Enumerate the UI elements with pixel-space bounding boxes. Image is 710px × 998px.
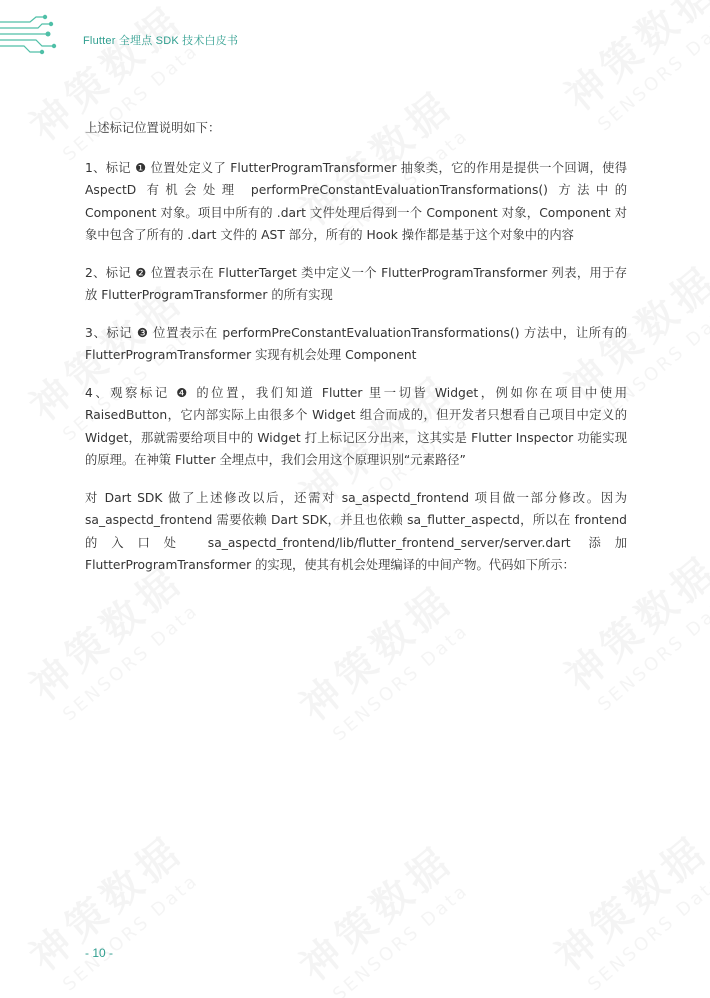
watermark — [286, 570, 478, 750]
page-header — [0, 14, 710, 58]
paragraph: 对 Dart SDK 做了上述修改以后，还需对 sa_aspectd_frontend 项目做一部分修改。因为 sa_aspectd_frontend 需要依赖 Dart SDK，并且也依赖 sa_flutter_aspectd，所以在 frontend 的入口处 sa_aspectd_frontend/lib/flutter_frontend_server/server.dart 添加 FlutterProgramTransformer 的实现，使其有机会处理编译的中间产物。代码如下所示： — [85, 490, 627, 572]
intro-paragraph: 上述标记位置说明如下： — [85, 121, 221, 135]
page-number: - 10 - — [85, 946, 114, 960]
paragraph: 4、观察标记 ❹ 的位置，我们知道 Flutter 里一切皆 Widget，例如你在项目中使用 RaisedButton，它内部实际上由很多个 Widget 组合而成的，但开发者只想看自己项目中定义的 Widget，那就需要给项目中的 Widget 打上标记区分出来，这其实是 Flutter Inspector 功能实现的原理。在神策 Flutter 全埋点中，我们会用这个原理识别“元素路径” — [85, 385, 627, 467]
document-body — [85, 117, 627, 592]
paragraph: 3、标记 ❸ 位置表示在 performPreConstantEvaluationTransformations() 方法中，让所有的 FlutterProgramTransformer 实现有机会处理 Component — [85, 325, 627, 362]
paragraph: 1、标记 ❶ 位置处定义了 FlutterProgramTransformer 抽象类，它的作用是提供一个回调，使得 AspectD 有机会处理 performPreConstantEvaluationTransformations() 方法中的 Component 对象。项目中所有的 .dart 文件处理后得到一个 Component 对象，Component 对象中包含了所有的 .dart 文件的 AST 部分，所有的 Hook 操作都是基于这个对象中的内容 — [85, 160, 627, 242]
paragraph: 2、标记 ❷ 位置表示在 FlutterTarget 类中定义一个 FlutterProgramTransformer 列表，用于存放 FlutterProgramTransformer 的所有实现 — [85, 265, 627, 302]
document-title: Flutter 全埋点 SDK 技术白皮书 — [83, 35, 239, 47]
watermark — [286, 830, 478, 998]
circuit-lines-icon — [0, 14, 80, 58]
watermark — [16, 820, 208, 998]
watermark — [541, 820, 710, 998]
